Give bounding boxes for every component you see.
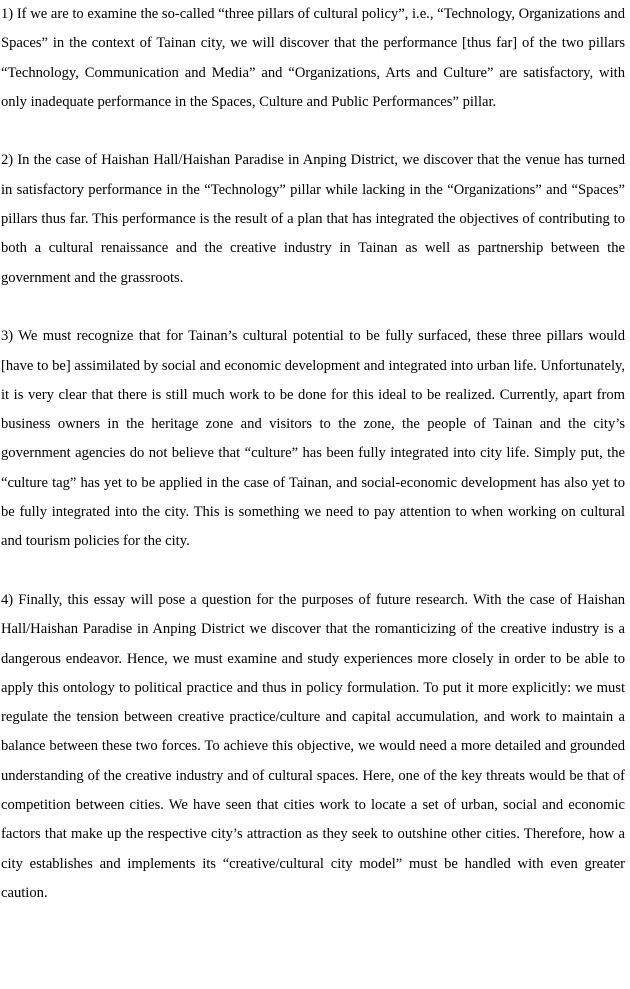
paragraph-2: 2) In the case of Haishan Hall/Haishan Paradise in Anping District, we discover that the venue has turned in satisfactory performance in the “Technology” pillar while lacking in the “Organizations” and “Spaces” pillars thus far. This performance is the result of a plan that has integrated the objectives of contributing to both a cultural renaissance and the creative industry in Tainan as well as partnership between the government and the grassroots. xyxy=(1,152,625,286)
paragraph-4: 4) Finally, this essay will pose a question for the purposes of future research. With the case of Haishan Hall/Haishan Paradise in Anping District we discover that the romanticizing of the creative industry is a dangerous endeavor. Hence, we must examine and study experiences more closely in order to be able to apply this ontology to political practice and thus in policy formulation. To put it more explicitly: we must regulate the tension between creative practice/culture and capital accumulation, and work to maintain a balance between these two forces. To achieve this objective, we would need a more detailed and grounded understanding of the creative industry and of cultural spaces. Here, one of the key threats would be that of competition between cities. We have seen that cities work to locate a set of urban, social and economic factors that make up the respective city’s attraction as they seek to outshine other cities. Therefore, how a city establishes and implements its “creative/cultural city model” must be handled with even greater caution. xyxy=(1,591,625,901)
paragraph-3: 3) We must recognize that for Tainan’s cultural potential to be fully surfaced, these three pillars would [have to be] assimilated by social and economic development and integrated into urban life. Unfortunately, it is very clear that there is still much work to be done for this ideal to be realized. Currently, apart from business owners in the heritage zone and visitors to the zone, the people of Tainan and the city’s government agencies do not believe that “culture” has been fully integrated into city life. Simply put, the “culture tag” has yet to be applied in the case of Tainan, and social-economic development has also yet to be fully integrated into the city. This is something we need to pay attention to when working on cultural and tourism policies for the city. xyxy=(1,328,625,550)
paragraph-1: 1) If we are to examine the so-called “three pillars of cultural policy”, i.e., “Technology, Organizations and Spaces” in the context of Tainan city, we will discover that the performance [thus far] of the two pillars “Technology, Communication and Media” and “Organizations, Arts and Culture” are satisfactory, with only inadequate performance in the Spaces, Culture and Public Performances” pillar. xyxy=(1,6,625,110)
